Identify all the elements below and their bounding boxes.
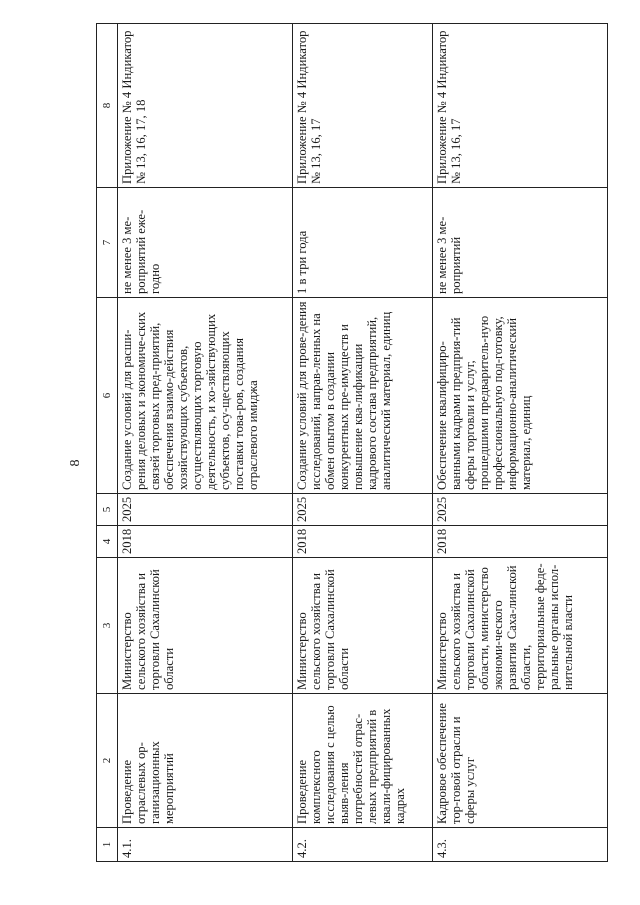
- indicator-value: не менее 3 ме-роприятий: [433, 188, 608, 298]
- column-header: 4: [97, 526, 118, 558]
- expected-result: Создание условий для расши-рения деловых и экономиче-ских связей торговых пред-приятий, обеспечения взаимо-действия хозяйствующих субъектов, осуществляющих торговую деятельность, и хо-зяйствующих субъектов, осу-ществляющих поставки това-ров, создания отраслевого имиджа: [118, 298, 293, 494]
- indicator-link: Приложение № 4 Индикатор № 13, 16, 17: [433, 24, 608, 188]
- column-header: 1: [97, 828, 118, 862]
- activity-name: Проведение комплексного исследования с целью выяв-ления потребностей отрас-левых предприятий в квали-фицированных кадрах: [292, 694, 433, 828]
- activities-table: [96, 23, 608, 862]
- column-header: 7: [97, 188, 118, 298]
- column-header: 2: [97, 694, 118, 828]
- executor: Министерство сельского хозяйства и торговли Сахалинской области: [118, 558, 293, 694]
- header-row: [97, 24, 118, 862]
- row-number: 4.1.: [118, 828, 293, 862]
- column-header: 5: [97, 494, 118, 526]
- table-row: [292, 24, 433, 862]
- executor: Министерство сельского хозяйства и торговли Сахалинской области, министерство экономи-ческого развития Саха-линской области, территориальные феде-ральные органы испол-нительной власти: [433, 558, 608, 694]
- row-number: 4.3.: [433, 828, 608, 862]
- row-number: 4.2.: [292, 828, 433, 862]
- table-row: [433, 24, 608, 862]
- indicator-link: Приложение № 4 Индикатор № 13, 16, 17: [292, 24, 433, 188]
- end-year: 2025: [433, 494, 608, 526]
- end-year: 2025: [292, 494, 433, 526]
- expected-result: Обеспечение квалифициро-ванными кадрами предприя-тий сферы торговли и услуг, прошедшими предваритель-ную профессиональную под-готовку, информационно-аналитический материал, единиц: [433, 298, 608, 494]
- start-year: 2018: [292, 526, 433, 558]
- rotated-table-container: [96, 24, 608, 862]
- column-header: 3: [97, 558, 118, 694]
- activity-name: Проведение отраслевых ор-ганизационных мероприятий: [118, 694, 293, 828]
- page-number: 8: [68, 459, 83, 467]
- start-year: 2018: [433, 526, 608, 558]
- indicator-value: не менее 3 ме-роприятий еже-годно: [118, 188, 293, 298]
- column-header: 6: [97, 298, 118, 494]
- executor: Министерство сельского хозяйства и торговли Сахалинской области: [292, 558, 433, 694]
- table-row: [118, 24, 293, 862]
- end-year: 2025: [118, 494, 293, 526]
- indicator-value: 1 в три года: [292, 188, 433, 298]
- expected-result: Создание условий для прове-дения исследований, направ-ленных на обмен опытом в создании конкурентных пре-имуществ и повышение ква-лификации кадрового состава предприятий, аналитический материал, единиц: [292, 298, 433, 494]
- column-header: 8: [97, 24, 118, 188]
- start-year: 2018: [118, 526, 293, 558]
- indicator-link: Приложение № 4 Индикатор № 13, 16, 17, 18: [118, 24, 293, 188]
- activity-name: Кадровое обеспечение тор-говой отрасли и сферы услуг: [433, 694, 608, 828]
